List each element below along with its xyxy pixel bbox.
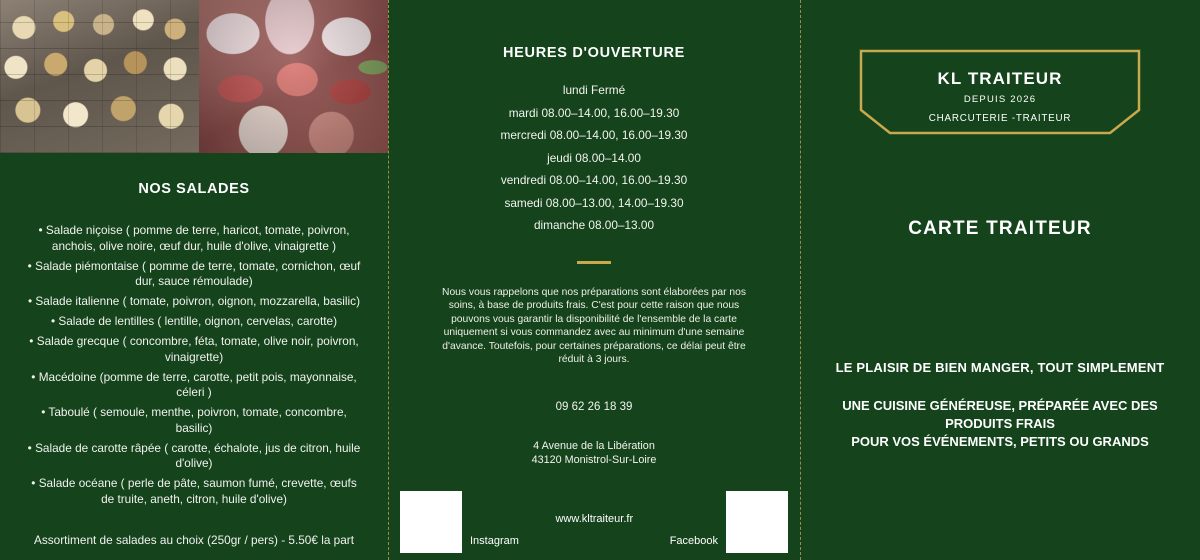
salads-section xyxy=(0,181,388,547)
list-item: • Salade niçoise ( pomme de terre, haricot, tomate, poivron, anchois, olive noire, œuf dur, huile d'olive, vinaigrette ) xyxy=(22,223,366,254)
brand-since: DEPUIS 2026 xyxy=(963,94,1037,105)
facebook-block[interactable] xyxy=(670,491,788,553)
instagram-qr-code-icon[interactable] xyxy=(400,491,462,553)
panel-middle xyxy=(388,0,800,560)
slogan-primary: LE PLAISIR DE BIEN MANGER, TOUT SIMPLEMENT xyxy=(835,360,1165,375)
website-url[interactable]: www.kltraiteur.fr xyxy=(555,513,634,525)
list-item: • Macédoine (pomme de terre, carotte, petit pois, mayonnaise, céleri ) xyxy=(22,370,366,401)
slogans xyxy=(818,360,1182,451)
list-item: • Salade de lentilles ( lentille, oignon, cervelas, carotte) xyxy=(22,314,366,330)
salads-list xyxy=(22,223,366,507)
canapes-tray-photo xyxy=(0,0,199,153)
facebook-qr-code-icon[interactable] xyxy=(726,491,788,553)
panel-left xyxy=(0,0,388,560)
slogan-secondary xyxy=(818,397,1182,451)
list-item: mercredi 08.00–14.00, 16.00–19.30 xyxy=(500,128,688,142)
fold-line-right xyxy=(800,0,801,560)
list-item: • Taboulé ( semoule, menthe, poivron, tomate, concombre, basilic) xyxy=(22,405,366,436)
list-item: • Salade grecque ( concombre, féta, tomate, olive noir, poivron, vinaigrette) xyxy=(22,334,366,365)
preparation-note: Nous vous rappelons que nos préparations sont élaborées par nos soins, à base de produits frais. C'est pour cette raison que nous pouvons vous garantir la disponibilité de l'ensemble de la carte uniquement si vous commandez avec au minimum d'une semaine d'avance. Toutefois, pour certaines préparations, ce délai peut être réduit à 3 jours. xyxy=(442,286,746,365)
brand-subtitle: CHARCUTERIE -TRAITEUR xyxy=(928,113,1072,124)
charcuterie-platter-photo xyxy=(199,0,388,153)
list-item: mardi 08.00–14.00, 16.00–19.30 xyxy=(508,105,680,120)
logo xyxy=(858,48,1142,136)
salads-price-note: Assortiment de salades au choix (250gr / pers) - 5.50€ la part xyxy=(34,533,354,547)
address-block xyxy=(422,439,766,468)
hours-section xyxy=(388,45,800,468)
salads-heading: NOS SALADES xyxy=(138,181,250,197)
brand-name: KL TRAITEUR xyxy=(937,69,1063,88)
list-item: samedi 08.00–13.00, 14.00–19.30 xyxy=(504,195,684,210)
list-item: jeudi 08.00–14.00 xyxy=(547,150,641,165)
phone-number[interactable]: 09 62 26 18 39 xyxy=(555,400,633,413)
cover-section xyxy=(800,48,1200,451)
carte-title: CARTE TRAITEUR xyxy=(908,218,1092,239)
fold-line-left xyxy=(388,0,389,560)
list-item: dimanche 08.00–13.00 xyxy=(533,218,655,232)
slogan-secondary-line-1: UNE CUISINE GÉNÉREUSE, PRÉPARÉE AVEC DES PRODUITS FRAIS xyxy=(842,398,1158,431)
instagram-block[interactable] xyxy=(400,491,519,553)
gold-divider xyxy=(577,261,611,264)
list-item: vendredi 08.00–14.00, 16.00–19.30 xyxy=(500,173,688,187)
hours-list xyxy=(422,79,766,237)
slogan-secondary-line-2: POUR VOS ÉVÉNEMENTS, PETITS OU GRANDS xyxy=(851,434,1149,449)
list-item: • Salade piémontaise ( pomme de terre, tomate, cornichon, œuf dur, sauce rémoulade) xyxy=(22,259,366,290)
facebook-label: Facebook xyxy=(669,535,718,547)
panel-right xyxy=(800,0,1200,560)
instagram-label: Instagram xyxy=(470,535,519,547)
photo-strip xyxy=(0,0,388,153)
socials-row xyxy=(388,488,800,560)
list-item: • Salade italienne ( tomate, poivron, oignon, mozzarella, basilic) xyxy=(22,294,366,310)
list-item: lundi Fermé xyxy=(562,83,626,97)
address-line-1: 4 Avenue de la Libération xyxy=(533,439,655,452)
list-item: • Salade océane ( perle de pâte, saumon fumé, crevette, œufs de truite, aneth, citron, huile d'olive) xyxy=(22,476,366,507)
address-line-2: 43120 Monistrol-Sur-Loire xyxy=(531,454,657,466)
list-item: • Salade de carotte râpée ( carotte, échalote, jus de citron, huile d'olive) xyxy=(22,441,366,472)
hours-heading: HEURES D'OUVERTURE xyxy=(502,45,685,61)
